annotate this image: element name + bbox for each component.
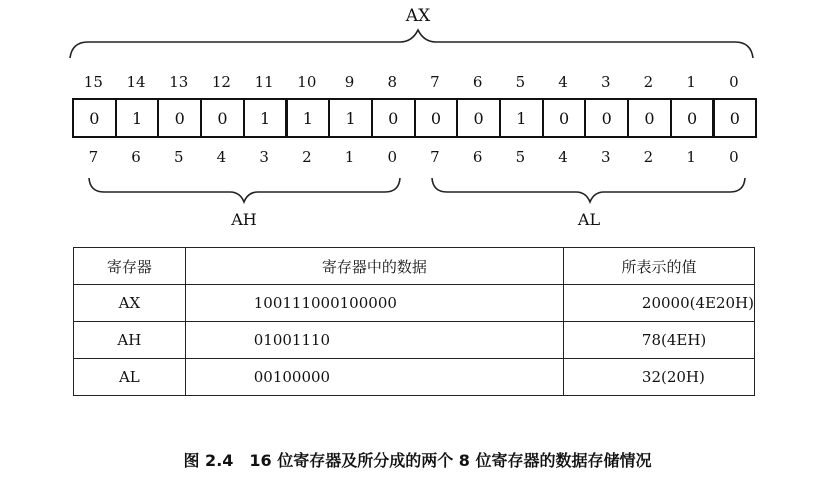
bit-number-bottom: 6	[472, 148, 483, 166]
bit-cell: 0	[456, 98, 501, 138]
cell-data: 01001110	[185, 322, 563, 359]
bit-number-top: 11	[254, 73, 274, 91]
bit-number-bottom: 7	[88, 148, 99, 166]
bit-number-top: 14	[126, 73, 146, 91]
bit-cell: 0	[670, 98, 715, 138]
bit-cell: 0	[713, 98, 758, 138]
ax-label: AX	[405, 6, 431, 26]
bit-number-bottom: 0	[387, 148, 398, 166]
bit-cell: 1	[115, 98, 160, 138]
bit-number-bottom: 2	[643, 148, 654, 166]
bit-number-bottom: 0	[729, 148, 739, 166]
bit-number-top: 7	[430, 73, 440, 91]
cell-value: 32(20H)	[563, 359, 754, 396]
table-row	[74, 322, 755, 359]
cell-register: AL	[74, 359, 186, 396]
table-row	[74, 285, 755, 322]
header-register: 寄存器	[74, 248, 186, 285]
bit-cell: 0	[371, 98, 416, 138]
bit-number-bottom: 4	[216, 148, 227, 166]
bit-cell: 0	[200, 98, 245, 138]
bit-cell: 0	[584, 98, 629, 138]
cell-register: AH	[74, 322, 186, 359]
bit-number-bottom: 6	[131, 148, 141, 166]
bit-number-top: 12	[211, 73, 231, 91]
bit-number-bottom: 5	[173, 148, 184, 166]
bit-cell: 1	[286, 98, 331, 138]
bit-number-top: 1	[686, 73, 696, 91]
bit-cell: 0	[72, 98, 117, 138]
cell-value: 20000(4E20H)	[563, 285, 754, 322]
bit-number-bottom: 7	[430, 148, 440, 166]
bit-cell: 1	[243, 98, 288, 138]
ah-label: AH	[231, 210, 257, 229]
bit-number-bottom: 3	[600, 148, 611, 166]
bit-number-top: 3	[600, 73, 611, 91]
bit-number-top: 8	[387, 73, 398, 91]
bit-number-bottom: 3	[259, 148, 269, 166]
bit-number-top: 5	[515, 73, 526, 91]
al-label: AL	[577, 210, 601, 229]
figure-caption: 图 2.4 16 位寄存器及所分成的两个 8 位寄存器的数据存储情况	[183, 451, 652, 470]
bit-number-top: 15	[83, 73, 103, 91]
header-value: 所表示的值	[563, 248, 754, 285]
bit-number-bottom: 5	[515, 148, 526, 166]
cell-data: 00100000	[185, 359, 563, 396]
header-data: 寄存器中的数据	[185, 248, 563, 285]
cell-value: 78(4EH)	[563, 322, 754, 359]
register-table	[73, 247, 755, 396]
table-row	[74, 359, 755, 396]
bit-cell: 0	[542, 98, 587, 138]
bit-number-top: 2	[643, 73, 654, 91]
bit-number-bottom: 4	[558, 148, 568, 166]
bit-number-bottom: 1	[344, 148, 355, 166]
bit-number-bottom: 1	[686, 148, 696, 166]
bit-cell: 1	[499, 98, 544, 138]
bit-number-top: 13	[169, 73, 189, 91]
bit-cell: 1	[328, 98, 373, 138]
bit-number-top: 10	[297, 73, 317, 91]
bit-number-top: 6	[472, 73, 483, 91]
bit-cell: 0	[157, 98, 202, 138]
bit-cell: 0	[414, 98, 459, 138]
cell-register: AX	[74, 285, 186, 322]
bit-number-top: 0	[729, 73, 739, 91]
cell-data: 100111000100000	[185, 285, 563, 322]
bit-cell: 0	[627, 98, 672, 138]
table-header-row	[74, 248, 755, 285]
bit-number-bottom: 2	[302, 148, 312, 166]
bit-number-top: 4	[558, 73, 568, 91]
bit-number-top: 9	[344, 73, 355, 91]
